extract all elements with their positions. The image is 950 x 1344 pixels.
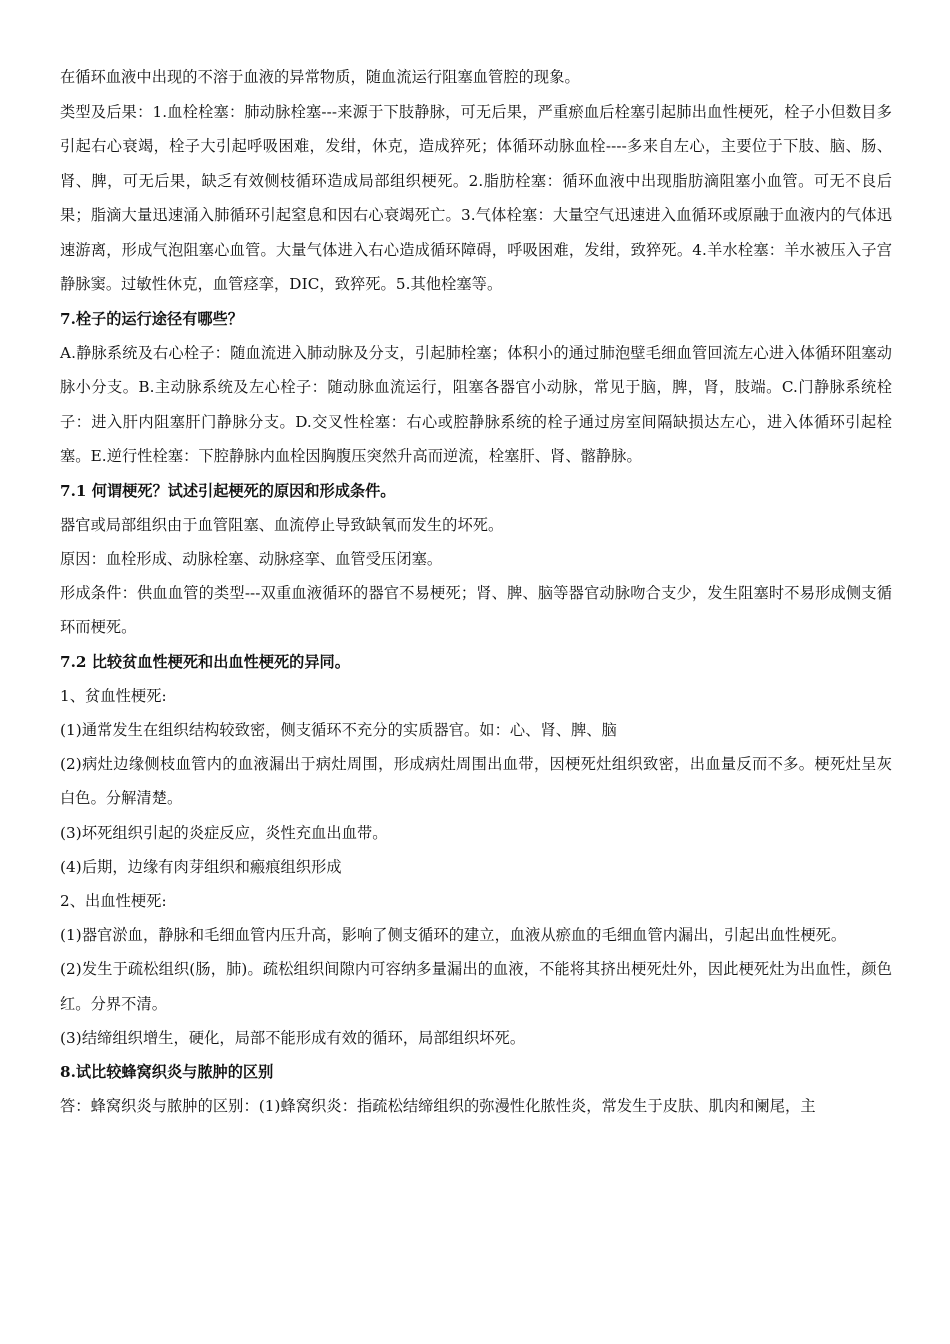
heading-infarction-comparison: 7.2 比较贫血性梗死和出血性梗死的异同。	[60, 652, 350, 671]
paragraph-embolism-definition: 在循环血液中出现的不溶于血液的异常物质，随血流运行阻塞血管腔的现象。	[60, 68, 580, 86]
paragraph-anemic-infarct-title: 1、贫血性梗死:	[60, 686, 167, 705]
paragraph-hemorrhagic-item-3: (3)结缔组织增生，硬化，局部不能形成有效的循环，局部组织坏死。	[60, 1029, 526, 1047]
paragraph-anemic-item-2: (2)病灶边缘侧枝血管内的血液漏出于病灶周围，形成病灶周围出血带，因梗死灶组织致密，出血量反而不多。梗死灶呈灰白色。分解清楚。	[60, 754, 892, 807]
paragraph-hemorrhagic-item-1: (1)器官淤血，静脉和毛细血管内压升高，影响了侧支循环的建立，血液从瘀血的毛细血管内漏出，引起出血性梗死。	[60, 925, 847, 944]
paragraph-anemic-item-1: (1)通常发生在组织结构较致密，侧支循环不充分的实质器官。如：心、肾、脾、脑	[60, 720, 617, 739]
paragraph-infarction-conditions: 形成条件：供血血管的类型---双重血液循环的器官不易梗死；肾、脾、脑等器官动脉吻合支少，发生阻塞时不易形成侧支循环而梗死。	[60, 583, 892, 636]
paragraph-hemorrhagic-item-2: (2)发生于疏松组织(肠，肺)。疏松组织间隙内可容纳多量漏出的血液，不能将其挤出梗死灶外，因此梗死灶为出血性，颜色红。分界不清。	[60, 960, 892, 1013]
heading-cellulitis-vs-abscess: 8.试比较蜂窝织炎与脓肿的区别	[60, 1063, 274, 1081]
paragraph-infarction-definition: 器官或局部组织由于血管阻塞、血流停止导致缺氧而发生的坏死。	[60, 515, 504, 534]
paragraph-cellulitis-answer: 答：蜂窝织炎与脓肿的区别：(1)蜂窝织炎：指疏松结缔组织的弥漫性化脓性炎，常发生于皮肤、肌肉和阑尾，主	[60, 1097, 816, 1115]
paragraph-anemic-item-4: (4)后期，边缘有肉芽组织和瘢痕组织形成	[60, 857, 342, 876]
heading-infarction: 7.1 何谓梗死？试述引起梗死的原因和形成条件。	[60, 481, 396, 500]
heading-embolus-pathways: 7.栓子的运行途径有哪些？	[60, 309, 243, 328]
paragraph-anemic-item-3: (3)坏死组织引起的炎症反应，炎性充血出血带。	[60, 823, 388, 842]
paragraph-hemorrhagic-infarct-title: 2、出血性梗死:	[60, 891, 167, 910]
paragraph-embolus-pathways: A.静脉系统及右心栓子：随血流进入肺动脉及分支，引起肺栓塞；体积小的通过肺泡壁毛细血管回流左心进入体循环阻塞动脉小分支。B.主动脉系统及左心栓子：随动脉血流运行，阻塞各器官小动脉，常见于脑，脾，肾，肢端。C.门静脉系统栓子：进入肝内阻塞肝门静脉分支。D.交叉性栓塞：右心或腔静脉系统的栓子通过房室间隔缺损达左心，进入体循环引起栓塞。E.逆行性栓塞：下腔静脉内血栓因胸腹压突然升高而逆流，栓塞肝、肾、髂静脉。	[60, 343, 892, 465]
paragraph-embolism-types: 类型及后果：1.血栓栓塞：肺动脉栓塞---来源于下肢静脉，可无后果，严重瘀血后栓塞引起肺出血性梗死，栓子小但数目多引起右心衰竭，栓子大引起呼吸困难，发绀，休克，造成猝死；体循环动脉血栓----多来自左心，主要位于下肢、脑、肠、肾、脾，可无后果，缺乏有效侧枝循环造成局部组织梗死。2.脂肪栓塞：循环血液中出现脂肪滴阻塞小血管。可无不良后果；脂滴大量迅速涌入肺循环引起窒息和因右心衰竭死亡。3.气体栓塞：大量空气迅速进入血循环或原融于血液内的气体迅速游离，形成气泡阻塞心血管。大量气体进入右心造成循环障碍，呼吸困难，发绀，致猝死。4.羊水栓塞：羊水被压入子宫静脉窦。过敏性休克，血管痉挛，DIC，致猝死。5.其他栓塞等。	[60, 102, 892, 293]
paragraph-infarction-causes: 原因：血栓形成、动脉栓塞、动脉痉挛、血管受压闭塞。	[60, 549, 443, 568]
